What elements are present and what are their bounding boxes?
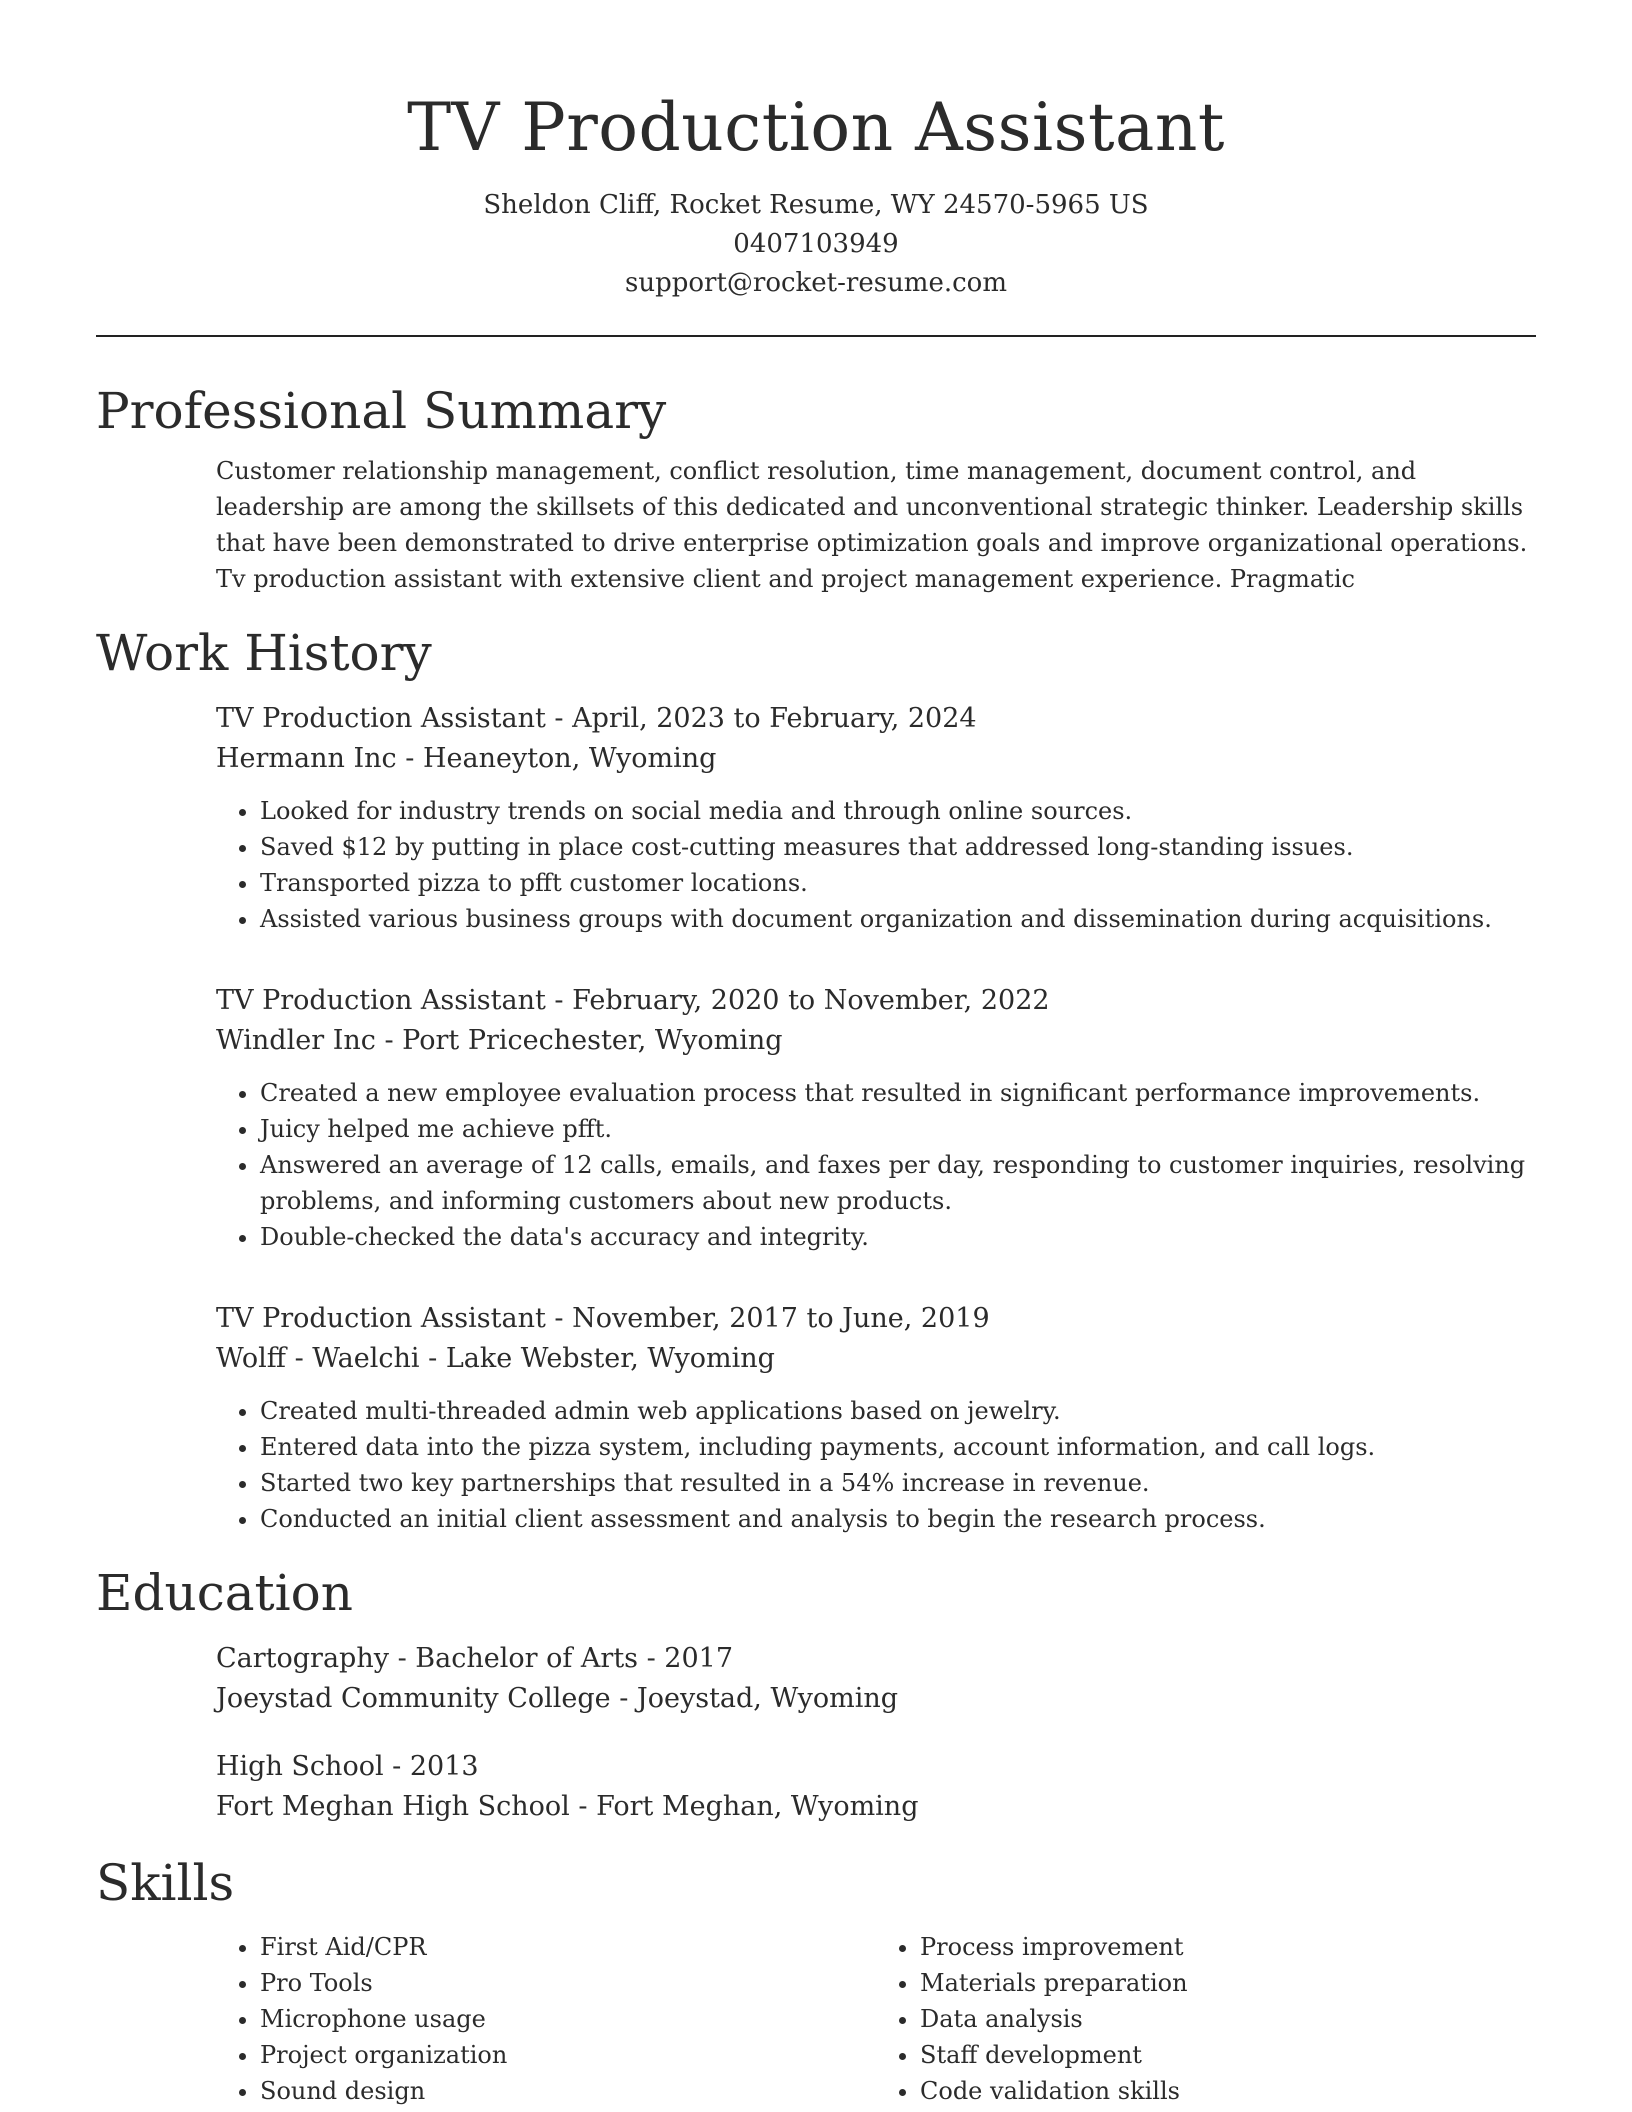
job-bullet: • Juicy helped me achieve pfft.	[260, 1111, 1536, 1147]
skill-item: • Code validation skills	[920, 2073, 1536, 2109]
job-title: TV Production Assistant	[216, 1303, 546, 1334]
job-bullet: • Created a new employee evaluation process that resulted in significant performance improvements.	[260, 1075, 1536, 1111]
job-entry	[216, 699, 1536, 937]
contact-email: support@rocket-resume.com	[624, 268, 1007, 298]
job-title: TV Production Assistant	[216, 985, 546, 1016]
skill-item: • Sound design	[260, 2073, 876, 2109]
job-dates: - April, 2023 to February, 2024	[545, 703, 977, 734]
job-bullet: • Entered data into the pizza system, including payments, account information, and call logs.	[260, 1429, 1536, 1465]
job-bullet: • Double-checked the data's accuracy and integrity.	[260, 1219, 1536, 1255]
job-company-line	[216, 1339, 1536, 1379]
skill-item: • First Aid/CPR	[260, 1929, 876, 1965]
job-bullets	[216, 1075, 1536, 1255]
education-school-line	[216, 1787, 1536, 1827]
skill-item: • Pro Tools	[260, 1965, 876, 2001]
job-bullet: • Started two key partnerships that resulted in a 54% increase in revenue.	[260, 1465, 1536, 1501]
work-history-body	[216, 699, 1536, 1537]
education-body	[216, 1639, 1536, 1827]
skill-item: • Microphone usage	[260, 2001, 876, 2037]
job-bullet: • Answered an average of 12 calls, emails, and faxes per day, responding to customer inquiries, resolving problems, and informing customers about new products.	[260, 1147, 1536, 1219]
education-field: Cartography	[216, 1643, 389, 1674]
skills-list-left	[216, 1929, 876, 2109]
job-location: - Port Pricechester, Wyoming	[375, 1025, 783, 1056]
education-field: High School	[216, 1751, 384, 1782]
contact-phone: 0407103949	[733, 229, 899, 259]
summary-body	[216, 453, 1536, 597]
job-bullet: • Created multi-threaded admin web applications based on jewelry.	[260, 1393, 1536, 1429]
education-degree-line	[216, 1747, 1536, 1787]
summary-heading: Professional Summary	[96, 382, 667, 440]
skill-item: • Data analysis	[920, 2001, 1536, 2037]
job-bullets	[216, 1393, 1536, 1537]
job-entry	[216, 1299, 1536, 1537]
job-company-line	[216, 739, 1536, 779]
contact-address: Sheldon Cliff, Rocket Resume, WY 24570-5965 US	[483, 190, 1149, 220]
job-title-line	[216, 981, 1536, 1021]
work-history-heading: Work History	[96, 624, 432, 682]
skill-item: • Staff development	[920, 2037, 1536, 2073]
job-location: - Heaneyton, Wyoming	[396, 743, 717, 774]
education-degree-line	[216, 1639, 1536, 1679]
skill-item: • Materials preparation	[920, 1965, 1536, 2001]
education-location: - Joeystad, Wyoming	[610, 1683, 899, 1714]
job-company-line	[216, 1021, 1536, 1061]
education-degree: - 2013	[383, 1751, 479, 1782]
summary-text: Customer relationship management, conflict resolution, time management, document control, and leadership are among the skillsets of this dedicated and unconventional strategic thinker. Leadership skills that have been demonstrated to drive enterprise optimization goals and improve organizational operations. Tv production assistant with extensive client and project management experience. Pragmatic	[216, 457, 1528, 593]
job-bullet: • Conducted an initial client assessment and analysis to begin the research process.	[260, 1501, 1536, 1537]
job-dates: - February, 2020 to November, 2022	[545, 985, 1050, 1016]
job-bullet: • Looked for industry trends on social media and through online sources.	[260, 793, 1536, 829]
job-entry	[216, 981, 1536, 1255]
education-school: Joeystad Community College	[216, 1683, 611, 1714]
skills-body	[216, 1929, 1536, 2109]
job-title-line	[216, 699, 1536, 739]
education-entry	[216, 1639, 1536, 1719]
skill-item: • Process improvement	[920, 1929, 1536, 1965]
header-divider	[96, 335, 1536, 337]
education-degree: - Bachelor of Arts - 2017	[388, 1643, 734, 1674]
contact-block	[96, 186, 1536, 303]
job-bullets	[216, 793, 1536, 937]
skills-list-right	[876, 1929, 1536, 2109]
job-bullet: • Saved $12 by putting in place cost-cutting measures that addressed long-standing issues.	[260, 829, 1536, 865]
job-company: Wolff - Waelchi	[216, 1343, 420, 1374]
education-heading: Education	[96, 1564, 353, 1622]
resume-title: TV Production Assistant	[407, 89, 1225, 166]
education-school: Fort Meghan High School	[216, 1791, 570, 1822]
job-bullet: • Transported pizza to pfft customer locations.	[260, 865, 1536, 901]
education-location: - Fort Meghan, Wyoming	[569, 1791, 919, 1822]
education-school-line	[216, 1679, 1536, 1719]
job-company: Windler Inc	[216, 1025, 376, 1056]
skill-item: • Project organization	[260, 2037, 876, 2073]
job-title: TV Production Assistant	[216, 703, 546, 734]
job-location: - Lake Webster, Wyoming	[419, 1343, 775, 1374]
education-entry	[216, 1747, 1536, 1827]
job-bullet: • Assisted various business groups with document organization and dissemination during acquisitions.	[260, 901, 1536, 937]
resume-page	[96, 0, 1536, 2109]
job-company: Hermann Inc	[216, 743, 397, 774]
skills-heading: Skills	[96, 1854, 235, 1912]
job-title-line	[216, 1299, 1536, 1339]
job-dates: - November, 2017 to June, 2019	[545, 1303, 990, 1334]
